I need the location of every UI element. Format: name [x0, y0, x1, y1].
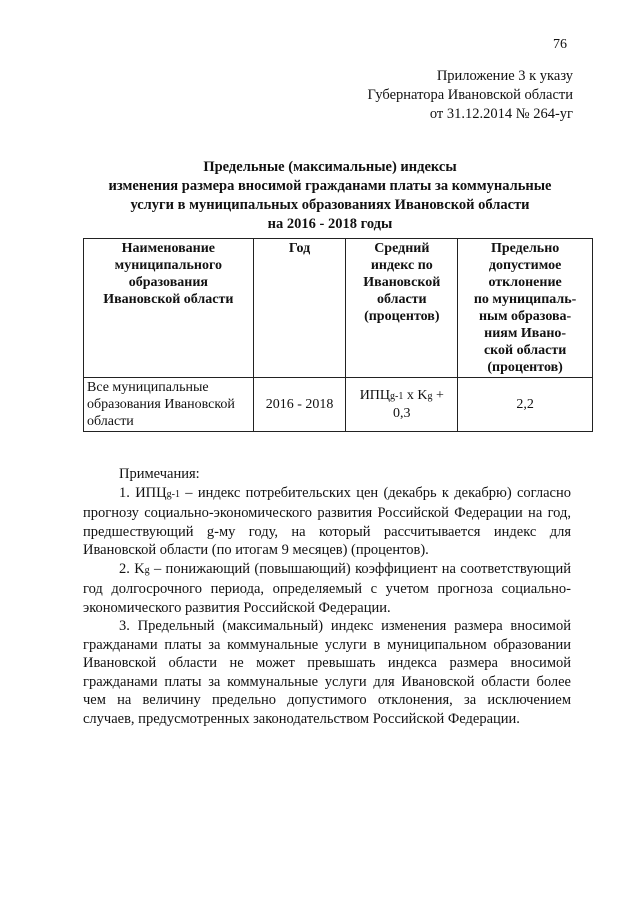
title-line: Предельные (максимальные) индексы: [203, 159, 457, 175]
cell-max-deviation: 2,2: [458, 378, 593, 432]
note-3: 3. Предельный (максимальный) индекс изменения размера вносимой гражданами платы за коммунальные услуги в муниципальном образовании Ивановской области не может превышать индекса размера вносимой гражданами платы за коммунальные услуги для Ивановской области более чем на величину предельно допустимого отклонения, за исключением случаев, предусмотренных законодательством Российской Федерации.: [83, 618, 571, 727]
title-line: изменения размера вносимой гражданами платы за коммунальные: [108, 178, 552, 194]
appendix-reference: [368, 67, 573, 124]
appendix-line: Приложение 3 к указу: [436, 68, 573, 84]
document-title: [80, 158, 580, 234]
header-municipality: Наименование муниципального образования Ивановской области: [84, 239, 254, 378]
indices-table: [83, 238, 593, 432]
header-year: Год: [253, 239, 346, 378]
appendix-line: от 31.12.2014 № 264-уг: [429, 106, 573, 122]
table-header-row: [84, 239, 593, 378]
notes-heading: Примечания:: [119, 466, 200, 482]
header-average-index: Средний индекс по Ивановской области (процентов): [346, 239, 458, 378]
title-line: на 2016 - 2018 годы: [267, 216, 393, 232]
cell-average-index: ИПЦg-1 x Kg + 0,3: [346, 378, 458, 432]
table-row: [84, 378, 593, 432]
cell-year: 2016 - 2018: [253, 378, 346, 432]
title-line: услуги в муниципальных образованиях Ивановской области: [130, 197, 530, 213]
appendix-line: Губернатора Ивановской области: [367, 87, 573, 103]
note-2: 2. Kg – понижающий (повышающий) коэффициент на соответствующий год долгосрочного периода, определяемый с учетом прогноза социально-экономического развития Российской Федерации.: [83, 560, 571, 616]
cell-municipality: Все муниципальные образования Ивановской области: [84, 378, 254, 432]
notes-section: [83, 465, 571, 728]
page-number: 76: [553, 37, 567, 52]
header-max-deviation: Предельно допустимое отклонение по муниципаль- ным образова- ниям Ивано- ской области (процентов): [458, 239, 593, 378]
note-1: 1. ИПЦg-1 – индекс потребительских цен (декабрь к декабрю) согласно прогнозу социально-экономического развития Российской Федерации на год, предшествующий g-му году, на который рассчитывается индекс для Ивановской области (по итогам 9 месяцев) (процентов).: [83, 484, 571, 558]
